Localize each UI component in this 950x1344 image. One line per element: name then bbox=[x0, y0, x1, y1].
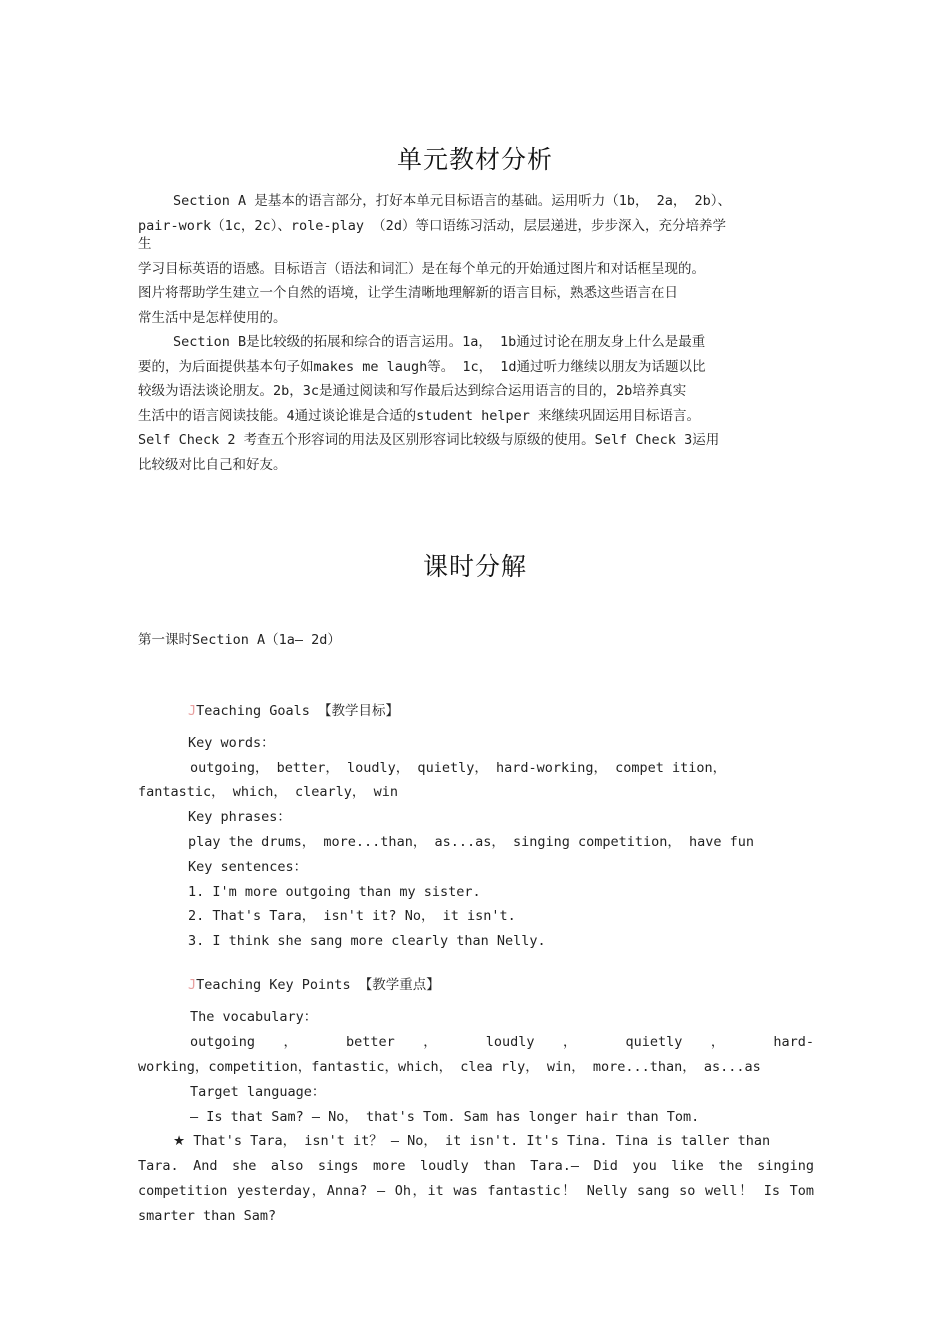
analysis-line: 比较级对比自己和好友。 bbox=[138, 457, 287, 473]
analysis-line: 常生活中是怎样使用的。 bbox=[138, 310, 287, 326]
analysis-line: pair-work（1c，2c）、role-play （2d）等口语练习活动，层层递进，步步深入，充分培养学 bbox=[138, 218, 726, 234]
teaching-key-points-label: Teaching Key Points 【教学重点】 bbox=[196, 977, 440, 993]
key-sentence: 3. I think she sang more clearly than Nelly. bbox=[188, 933, 546, 949]
star-icon: ★ bbox=[173, 1133, 186, 1149]
teaching-goals-heading bbox=[188, 699, 864, 723]
key-words-label: Key words： bbox=[188, 735, 275, 751]
key-words-line: fantastic， which， clearly， win bbox=[138, 784, 398, 800]
analysis-line: 学习目标英语的语感。目标语言（语法和词汇）是在每个单元的开始通过图片和对话框呈现的。 bbox=[138, 261, 705, 277]
target-language-text: That's Tara， isn't it？ — No， it isn't. It's Tina. Tina is taller than bbox=[185, 1133, 771, 1149]
key-sentence: 2. That's Tara， isn't it? No， it isn't. bbox=[188, 908, 516, 924]
key-sentence: 1. I'm more outgoing than my sister. bbox=[188, 884, 481, 900]
key-words-line: outgoing， better， loudly， quietly， hard-working， compet ition， bbox=[190, 760, 727, 776]
analysis-line: 生 bbox=[138, 236, 152, 252]
analysis-line: 要的，为后面提供基本句子如makes me laugh等。 1c， 1d通过听力继续以朋友为话题以比 bbox=[138, 359, 706, 375]
analysis-line: 图片将帮助学生建立一个自然的语境，让学生清晰地理解新的语言目标，熟悉这些语言在日 bbox=[138, 285, 678, 301]
vocabulary-line: outgoing ， better ， loudly ， quietly ， hard- bbox=[190, 1034, 814, 1050]
key-phrases-label: Key phrases： bbox=[188, 809, 291, 825]
target-language-line: — Is that Sam? — No， that's Tom. Sam has longer hair than Tom. bbox=[190, 1109, 700, 1125]
target-language-line: competition yesterday，Anna? — Oh，it was fantastic！ Nelly sang so well！ Is Tom bbox=[138, 1183, 814, 1199]
marker-glyph: J bbox=[188, 703, 197, 719]
lesson-breakdown-heading: 课时分解 bbox=[422, 552, 527, 581]
teaching-key-points-heading bbox=[188, 973, 864, 997]
analysis-line: Self Check 2 考查五个形容词的用法及区别形容词比较级与原级的使用。Self Check 3运用 bbox=[138, 432, 720, 448]
vocabulary-label: The vocabulary： bbox=[190, 1009, 318, 1025]
unit-analysis-heading: 单元教材分析 bbox=[396, 145, 553, 174]
teaching-goals-label: Teaching Goals 【教学目标】 bbox=[196, 703, 400, 719]
marker-glyph: J bbox=[188, 977, 197, 993]
analysis-line: Section B是比较级的拓展和综合的语言运用。1a， 1b通过讨论在朋友身上什么是最重 bbox=[173, 334, 706, 350]
lesson-title: 第一课时Section A（1a— 2d） bbox=[138, 632, 341, 648]
key-sentences-label: Key sentences： bbox=[188, 859, 308, 875]
analysis-line: 生活中的语言阅读技能。4通过谈论谁是合适的student helper 来继续巩固运用目标语言。 bbox=[138, 408, 701, 424]
analysis-line: Section A 是基本的语言部分，打好本单元目标语言的基础。运用听力（1b， 2a， 2b）、 bbox=[173, 193, 732, 209]
target-language-line bbox=[173, 1129, 814, 1153]
target-language-line: Tara. And she also sings more loudly than Tara.— Did you like the singing bbox=[138, 1158, 814, 1174]
target-language-label: Target language： bbox=[190, 1084, 326, 1100]
key-phrases-line: play the drums， more...than， as...as， singing competition， have fun bbox=[188, 834, 755, 850]
vocabulary-line: working，competition，fantastic，which， clea rly， win， more...than， as...as bbox=[138, 1059, 761, 1075]
target-language-line: smarter than Sam? bbox=[138, 1208, 277, 1224]
analysis-line: 较级为语法谈论朋友。2b，3c是通过阅读和写作最后达到综合运用语言的目的，2b培养真实 bbox=[138, 383, 687, 399]
